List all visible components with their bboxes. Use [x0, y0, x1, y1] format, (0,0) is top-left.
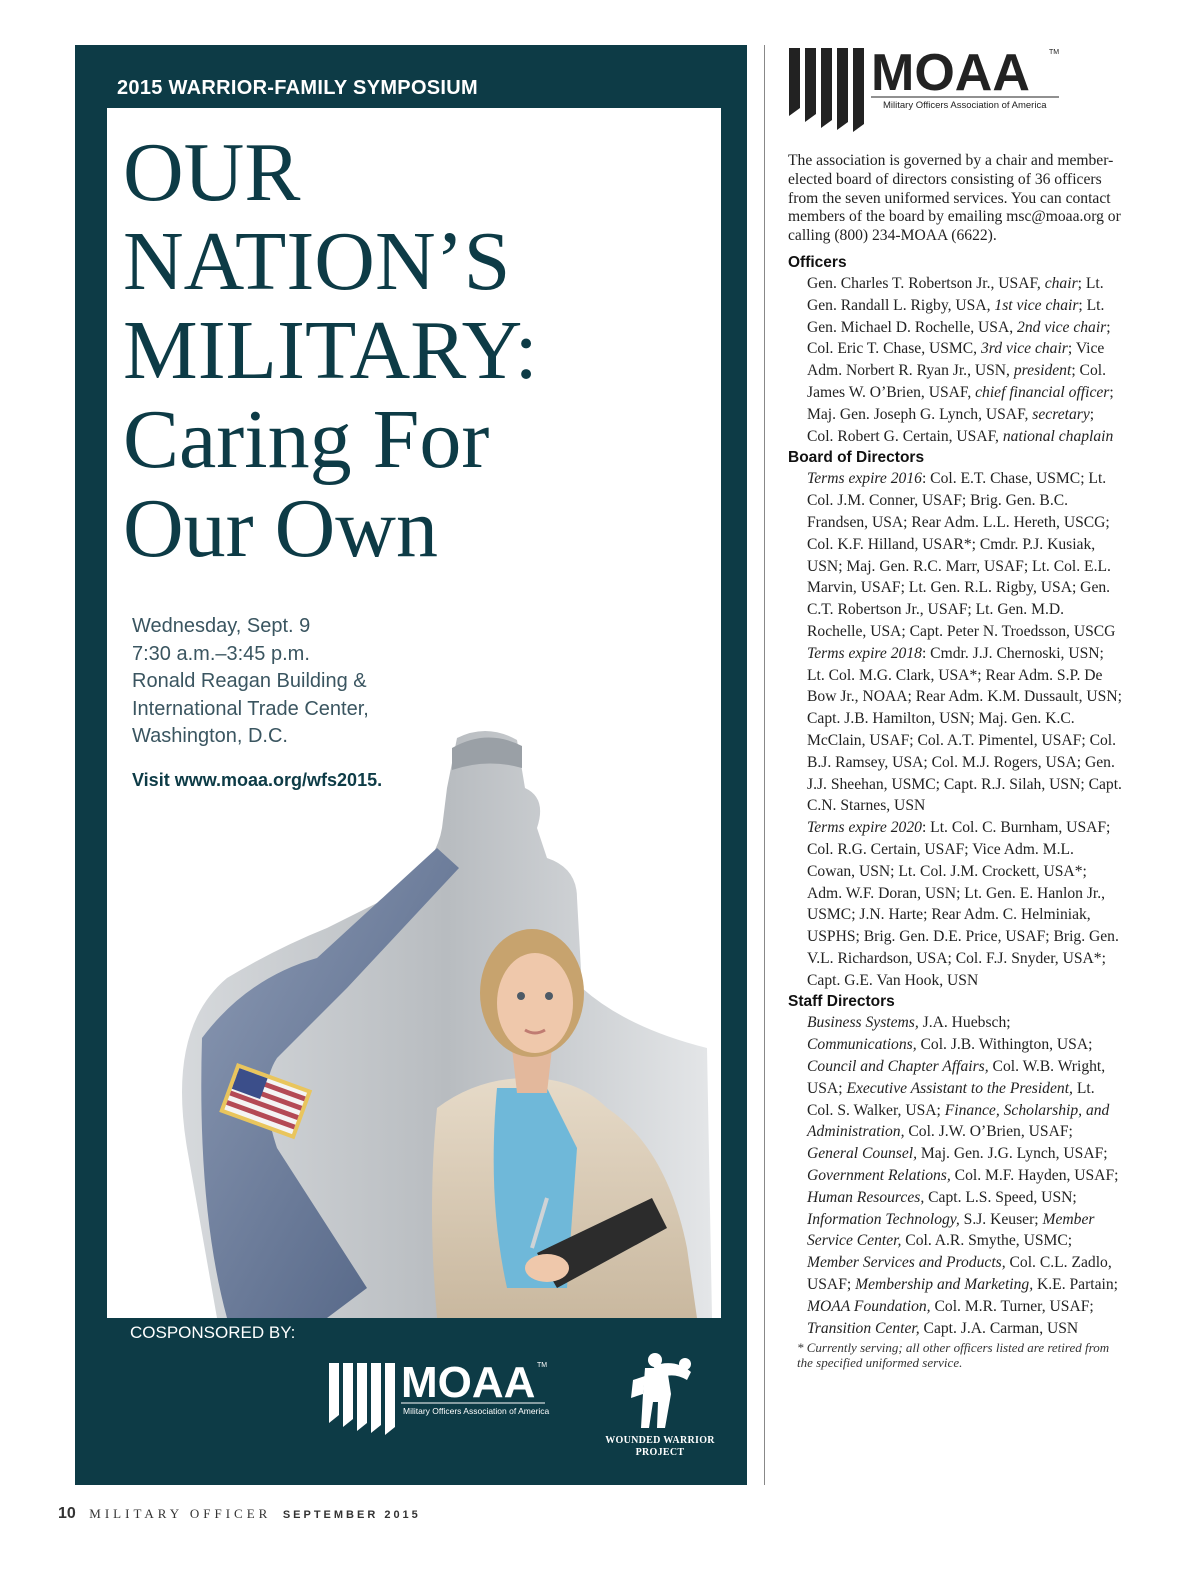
board-listing [788, 152, 1123, 1370]
wounded-warrior-logo [600, 1350, 720, 1459]
page-number: 10 [58, 1505, 76, 1522]
italic-role: secretary [1032, 405, 1090, 423]
board-heading: Board of Directors [788, 449, 925, 467]
event-venue: International Trade Center, [132, 697, 369, 720]
symposium-ad [75, 45, 747, 1485]
board-terms-2020: Terms expire 2020: Lt. Col. C. Burnham, USAF; Col. R.G. Certain, USAF; Vice Adm. M.L. Cowan, USN; Lt. Col. J.M. Crockett, USA*; Adm. W.F. Doran, USN; Lt. Gen. E. Hanlon Jr., USMC; J.N. Harte; Rear Adm. C. Helminiak, USPHS; Brig. Gen. D.E. Price, USAF; Brig. Gen. V.L. Richardson, USA; Col. F.J. Snyder, USA*; Capt. G.E. Van Hook, USN [807, 819, 1119, 989]
event-city: Washington, D.C. [132, 725, 288, 747]
column-divider [764, 45, 765, 1485]
italic-role: 2nd vice chair [1017, 318, 1107, 336]
ad-content-area [107, 108, 721, 1318]
staff-list: Business Systems, J.A. Huebsch; Communications, Col. J.B. Withington, USA; Council and Chapter Affairs, Col. W.B. Wright, USA; Executive Assistant to the President, Lt. Col. S. Walker, USA; Finance, Scholarship, and Administration, Col. J.W. O’Brien, USAF; General Counsel, Maj. Gen. J.G. Lynch, USAF; Government Relations, Col. M.F. Hayden, USAF; Human Resources, Capt. L.S. Speed, USN; Information Technology, S.J. Keuser; Member Service Center, Col. A.R. Smythe, USMC; Member Services and Products, Col. C.L. Zadlo, USAF; Membership and Marketing, K.E. Partain; MOAA Foundation, Col. M.R. Turner, USAF; Transition Center, Capt. J.A. Carman, USN [807, 1014, 1119, 1337]
moaa-logo-icon [787, 42, 1067, 134]
italic-role: Transition Center, [807, 1319, 920, 1337]
italic-role: national chaplain [1002, 427, 1114, 445]
soldier-carrying-soldier-icon [625, 1350, 695, 1430]
italic-role: Membership and Marketing, [855, 1276, 1034, 1294]
italic-role: Communications, [807, 1036, 917, 1054]
italic-role: Information Technology, [807, 1210, 960, 1228]
italic-role: Terms expire 2018 [807, 644, 922, 662]
board-terms-2016: Terms expire 2016: Col. E.T. Chase, USMC; Lt. Col. J.M. Conner, USAF; Brig. Gen. B.C. Frandsen, USA; Rear Adm. L.L. Hereth, USCG; Col. K.F. Hilland, USAR*; Cmdr. P.J. Kusiak, USN; Maj. Gen. R.C. Marr, USAF; Lt. Col. E.L. Marvin, USAF; Lt. Gen. R.L. Rigby, USA; Gen. C.T. Robertson Jr., USAF; Lt. Gen. M.D. Rochelle, USA; Capt. Peter N. Troedsson, USCG [807, 470, 1116, 640]
cosponsored-label: COSPONSORED BY: [130, 1323, 296, 1342]
intro-paragraph: The association is governed by a chair and member-elected board of directors consisting of 36 officers from the seven uniformed services. You can contact members of the board by emailing msc@moaa.org or calling (800) 234-MOAA (6622). [788, 152, 1121, 245]
italic-role: chair [1044, 274, 1078, 292]
moaa-tagline: Military Officers Association of America [403, 1406, 550, 1416]
wwp-line: WOUNDED WARRIOR [605, 1435, 715, 1446]
italic-role: president [1013, 362, 1072, 380]
italic-role: MOAA Foundation, [807, 1297, 931, 1315]
italic-role: Terms expire 2016 [807, 470, 922, 488]
moaa-cosponsor-logo [327, 1355, 557, 1440]
italic-role: Finance, Scholarship, and Administration, [807, 1101, 1110, 1141]
italic-role: Business Systems, [807, 1014, 919, 1032]
issue-date: SEPTEMBER 2015 [282, 1509, 421, 1521]
moaa-wordmark: MOAA [871, 44, 1030, 102]
moaa-logo-icon [327, 1355, 557, 1435]
soldier-and-woman-photo [107, 728, 721, 1318]
staff-heading: Staff Directors [788, 993, 895, 1011]
ad-headline [123, 128, 538, 573]
italic-role: Executive Assistant to the President, [846, 1079, 1073, 1097]
trademark-mark: TM [537, 1362, 548, 1369]
italic-role: Terms expire 2020 [807, 819, 922, 837]
moaa-wordmark: MOAA [401, 1358, 536, 1407]
wwp-text [600, 1435, 720, 1459]
italic-role: Member Service Center, [807, 1210, 1095, 1250]
italic-role: Council and Chapter Affairs, [807, 1058, 989, 1076]
board-terms-2018: Terms expire 2018: Cmdr. J.J. Chernoski, USN; Lt. Col. M.G. Clark, USA*; Rear Adm. S.P. De Bow Jr., NOAA; Rear Adm. K.M. Dussault, USN; Capt. J.B. Hamilton, USN; Maj. Gen. K.C. McClain, USAF; Col. A.T. Pimentel, USAF; Col. B.J. Ramsey, USA; Col. M.J. Rogers, USA; Gen. J.J. Sheehan, USMC; Capt. R.J. Silah, USN; Capt. C.N. Starnes, USN [807, 644, 1122, 815]
italic-role: chief financial officer [975, 383, 1110, 401]
event-venue: Ronald Reagan Building & [132, 670, 367, 692]
italic-role: Government Relations, [807, 1167, 951, 1185]
italic-role: 3rd vice chair [980, 340, 1068, 358]
trademark-mark: TM [1049, 49, 1060, 56]
headline-line: NATION’S [123, 215, 511, 308]
italic-role: Member Services and Products, [807, 1254, 1006, 1272]
page-folio [58, 1505, 421, 1523]
ad-kicker: 2015 WARRIOR-FAMILY SYMPOSIUM [117, 77, 478, 99]
officers-list: Gen. Charles T. Robertson Jr., USAF, chair; Lt. Gen. Randall L. Rigby, USA, 1st vice chair; Lt. Gen. Michael D. Rochelle, USA, 2nd vice chair; Col. Eric T. Chase, USMC, 3rd vice chair; Vice Adm. Norbert R. Ryan Jr., USN, president; Col. James W. O’Brien, USAF, chief financial officer; Maj. Gen. Joseph G. Lynch, USAF, secretary; Col. Robert G. Certain, USAF, national chaplain [807, 274, 1114, 445]
italic-role: 1st vice chair [994, 296, 1079, 314]
italic-role: General Counsel, [807, 1145, 918, 1163]
footnote: * Currently serving; all other officers listed are retired from the specified uniformed service. [797, 1340, 1110, 1370]
italic-role: Human Resources, [807, 1188, 925, 1206]
event-time: 7:30 a.m.–3:45 p.m. [132, 642, 310, 665]
headline-line: OUR [123, 126, 301, 219]
wwp-line: PROJECT [635, 1447, 685, 1458]
headline-line: Our Own [123, 482, 438, 575]
moaa-header-logo [787, 42, 1067, 139]
headline-line: MILITARY: [123, 304, 538, 397]
headline-line: Caring For [123, 393, 490, 486]
moaa-tagline: Military Officers Association of America [883, 100, 1047, 111]
event-date: Wednesday, Sept. 9 [132, 615, 311, 637]
officers-heading: Officers [788, 253, 847, 271]
magazine-name: MILITARY OFFICER [89, 1506, 272, 1521]
visit-link[interactable]: Visit www.moaa.org/wfs2015. [132, 770, 383, 790]
